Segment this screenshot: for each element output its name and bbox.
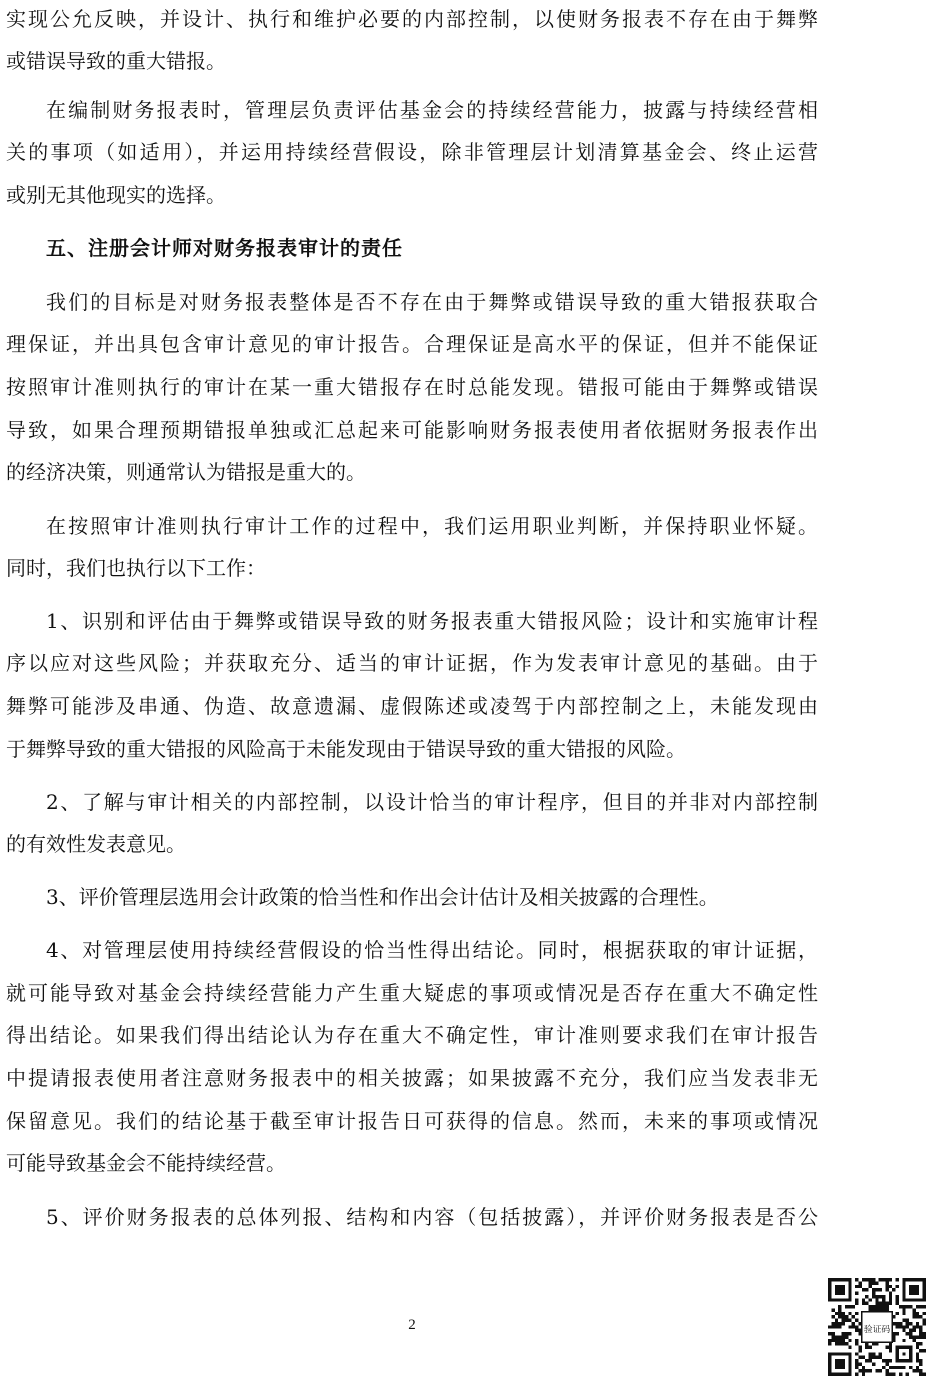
paragraph-line: 关的事项（如适用），并运用持续经营假设，除非管理层计划清算基金会、终止运营 <box>6 140 818 164</box>
paragraph-line: 的经济决策，则通常认为错报是重大的。 <box>6 460 366 484</box>
paragraph-line: 可能导致基金会不能持续经营。 <box>6 1151 286 1175</box>
paragraph-line: 序以应对这些风险；并获取充分、适当的审计证据，作为发表审计意见的基础。由于 <box>6 651 818 675</box>
paragraph-line: 得出结论。如果我们得出结论认为存在重大不确定性，审计准则要求我们在审计报告 <box>6 1023 818 1047</box>
section-heading: 五、注册会计师对财务报表审计的责任 <box>46 236 403 260</box>
paragraph-line: 舞弊可能涉及串通、伪造、故意遗漏、虚假陈述或凌驾于内部控制之上，未能发现由 <box>6 694 818 718</box>
qr-code-icon <box>828 1278 926 1376</box>
paragraph-line: 4、对管理层使用持续经营假设的恰当性得出结论。同时，根据获取的审计证据， <box>46 938 818 962</box>
qr-center-label: 验证码 <box>863 1325 891 1336</box>
paragraph-line: 就可能导致对基金会持续经营能力产生重大疑虑的事项或情况是否存在重大不确定性 <box>6 981 818 1005</box>
paragraph-line: 3、评价管理层选用会计政策的恰当性和作出会计估计及相关披露的合理性。 <box>46 885 719 909</box>
paragraph-line: 理保证，并出具包含审计意见的审计报告。合理保证是高水平的保证，但并不能保证 <box>6 332 818 356</box>
paragraph-line: 在按照审计准则执行审计工作的过程中，我们运用职业判断，并保持职业怀疑。 <box>46 514 818 538</box>
paragraph-line: 保留意见。我们的结论基于截至审计报告日可获得的信息。然而，未来的事项或情况 <box>6 1109 818 1133</box>
paragraph-line: 实现公允反映，并设计、执行和维护必要的内部控制，以使财务报表不存在由于舞弊 <box>6 7 818 31</box>
paragraph-line: 中提请报表使用者注意财务报表中的相关披露；如果披露不充分，我们应当发表非无 <box>6 1066 818 1090</box>
paragraph-line: 导致，如果合理预期错报单独或汇总起来可能影响财务报表使用者依据财务报表作出 <box>6 418 818 442</box>
paragraph-line: 于舞弊导致的重大错报的风险高于未能发现由于错误导致的重大错报的风险。 <box>6 737 686 761</box>
page-number: 2 <box>408 1317 416 1333</box>
paragraph-line: 在编制财务报表时，管理层负责评估基金会的持续经营能力，披露与持续经营相 <box>46 98 818 122</box>
paragraph-line: 1、识别和评估由于舞弊或错误导致的财务报表重大错报风险；设计和实施审计程 <box>46 609 818 633</box>
paragraph-line: 按照审计准则执行的审计在某一重大错报存在时总能发现。错报可能由于舞弊或错误 <box>6 375 818 399</box>
paragraph-line: 我们的目标是对财务报表整体是否不存在由于舞弊或错误导致的重大错报获取合 <box>46 290 818 314</box>
paragraph-line: 5、评价财务报表的总体列报、结构和内容（包括披露），并评价财务报表是否公 <box>46 1205 818 1229</box>
paragraph-line: 2、了解与审计相关的内部控制，以设计恰当的审计程序，但目的并非对内部控制 <box>46 790 818 814</box>
paragraph-line: 或错误导致的重大错报。 <box>6 49 226 73</box>
paragraph-line: 同时，我们也执行以下工作： <box>6 556 266 580</box>
paragraph-line: 的有效性发表意见。 <box>6 832 186 856</box>
paragraph-line: 或别无其他现实的选择。 <box>6 183 226 207</box>
